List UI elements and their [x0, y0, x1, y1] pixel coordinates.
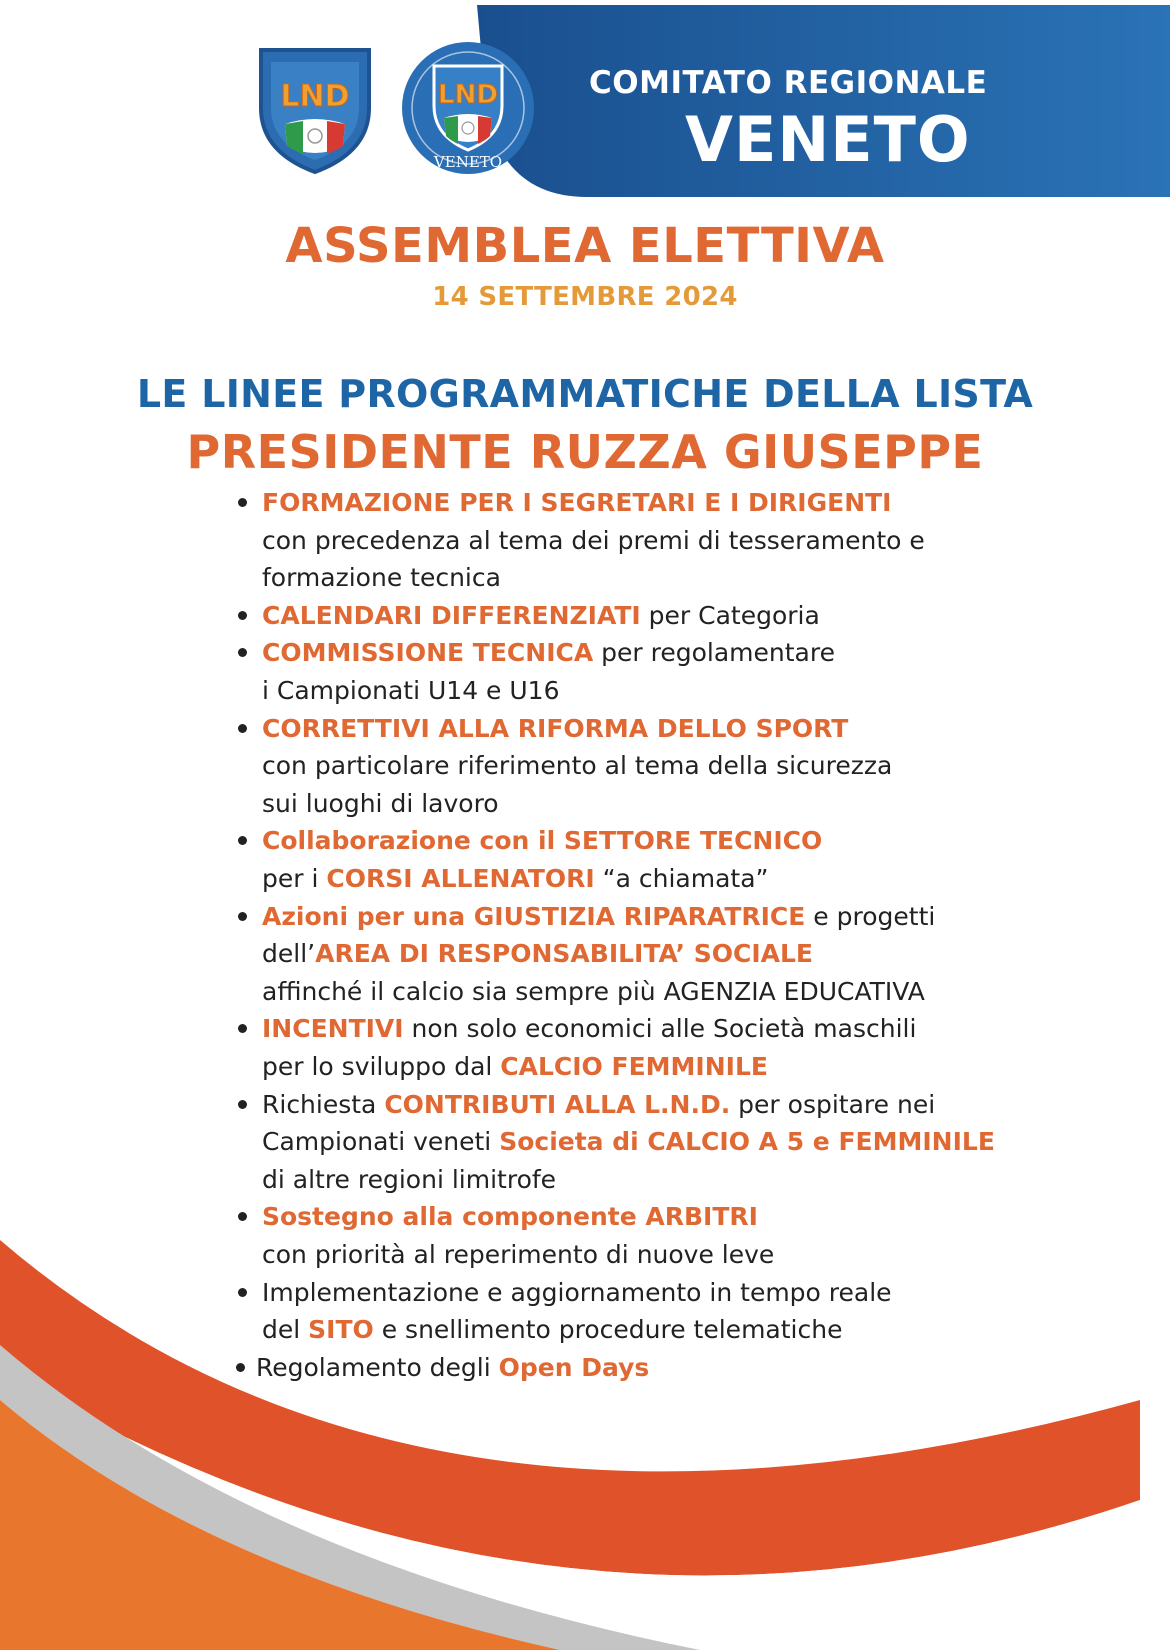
list-item-line	[262, 934, 813, 973]
body-text: per i	[262, 864, 327, 893]
list-item-line	[262, 1085, 935, 1124]
body-text: per ospitare nei	[730, 1089, 936, 1119]
bullet-dot	[238, 724, 247, 733]
list-item-line	[262, 1235, 774, 1274]
list-item-line	[262, 596, 820, 635]
list-item-line	[262, 558, 501, 597]
list-item-line	[262, 972, 925, 1011]
list-item-line	[262, 1047, 768, 1086]
body-text: non solo economici alle Società maschili	[403, 1014, 917, 1044]
highlight-text: Azioni per una GIUSTIZIA RIPARATRICE	[262, 901, 806, 931]
list-item-line	[262, 483, 891, 522]
list-item-line	[262, 1273, 892, 1312]
candidate-title: PRESIDENTE RUZZA GIUSEPPE	[186, 425, 984, 479]
body-text: formazione tecnica	[262, 563, 501, 593]
header-region: VENETO	[685, 103, 971, 176]
body-text: Richiesta	[262, 1089, 385, 1119]
highlight-text: CALENDARI DIFFERENZIATI	[262, 600, 641, 630]
lnd-logo-text: LND	[438, 80, 498, 110]
highlight-text: INCENTIVI	[262, 1014, 404, 1044]
list-item-line	[262, 1310, 842, 1349]
list-item-line	[262, 746, 892, 785]
event-title: ASSEMBLEA ELETTIVA	[285, 218, 885, 274]
list-item-line	[262, 1122, 995, 1161]
highlight-text: Societa di CALCIO A 5 e FEMMINILE	[499, 1127, 995, 1157]
body-text: affinché il calcio sia sempre più AGENZIA EDUCATIVA	[262, 976, 925, 1006]
list-item-line	[262, 709, 848, 748]
bullet-dot	[238, 1024, 247, 1033]
body-text: per Categoria	[640, 600, 820, 630]
body-text: con priorità al reperimento di nuove leve	[262, 1240, 775, 1269]
highlight-text: Sostegno alla componente ARBITRI	[262, 1202, 758, 1232]
highlight-text: FORMAZIONE PER I SEGRETARI E I DIRIGENTI	[262, 488, 892, 517]
highlight-text: CORRETTIVI ALLA RIFORMA DELLO SPORT	[262, 713, 849, 743]
list-item-line	[262, 821, 822, 860]
bullet-dot	[238, 836, 247, 845]
highlight-text: CONTRIBUTI ALLA L.N.D.	[384, 1089, 731, 1119]
body-text: Campionati veneti	[262, 1127, 500, 1157]
list-item-line	[262, 671, 560, 710]
body-text: per regolamentare	[593, 638, 835, 668]
list-item-line	[262, 521, 925, 560]
body-text: “a chiamata”	[594, 864, 769, 893]
body-text: con precedenza al tema dei premi di tesseramento e	[262, 525, 925, 555]
bullet-dot	[238, 1212, 247, 1221]
highlight-text: CORSI ALLENATORI	[326, 864, 595, 893]
body-text: sui luoghi di lavoro	[262, 788, 499, 818]
bullet-dot	[238, 912, 247, 921]
list-item-line	[256, 1348, 649, 1387]
highlight-text: CALCIO FEMMINILE	[500, 1052, 768, 1081]
highlight-text: COMMISSIONE TECNICA	[262, 638, 594, 668]
bullet-dot	[238, 1288, 247, 1297]
highlight-text: SITO	[308, 1315, 374, 1345]
event-date: 14 SETTEMBRE 2024	[432, 282, 738, 312]
body-text: i Campionati U14 e U16	[262, 676, 560, 705]
bullet-dot	[238, 498, 247, 507]
highlight-text: Open Days	[498, 1352, 650, 1382]
program-heading: LE LINEE PROGRAMMATICHE DELLA LISTA	[136, 372, 1034, 416]
body-text: con particolare riferimento al tema della sicurezza	[262, 751, 893, 781]
lnd-logo-text: LND	[280, 79, 350, 114]
highlight-text: Collaborazione con il SETTORE TECNICO	[262, 826, 823, 856]
bullet-dot	[238, 611, 247, 620]
bullet-dot	[238, 1100, 247, 1109]
list-item-line	[262, 633, 835, 672]
body-text: per lo sviluppo dal	[262, 1052, 501, 1081]
body-text: Implementazione e aggiornamento in tempo reale	[262, 1277, 892, 1307]
body-text: dell’	[262, 939, 316, 969]
highlight-text: AREA DI RESPONSABILITA’ SOCIALE	[315, 939, 813, 969]
body-text: di altre regioni limitrofe	[262, 1164, 557, 1194]
list-item-line	[262, 1197, 758, 1236]
list-item-line	[262, 784, 499, 823]
bullet-dot	[238, 648, 247, 657]
list-item-line	[262, 1160, 556, 1199]
header-subtitle: COMITATO REGIONALE	[589, 65, 988, 101]
body-text: Regolamento degli	[256, 1352, 499, 1382]
veneto-badge-text: VENETO	[433, 153, 503, 171]
list-item-line	[262, 897, 935, 936]
body-text: e progetti	[805, 901, 936, 931]
body-text: e snellimento procedure telematiche	[373, 1315, 843, 1345]
list-item-line	[262, 859, 769, 898]
list-item-line	[262, 1009, 916, 1048]
bullet-dot	[236, 1363, 245, 1372]
body-text: del	[262, 1315, 309, 1345]
